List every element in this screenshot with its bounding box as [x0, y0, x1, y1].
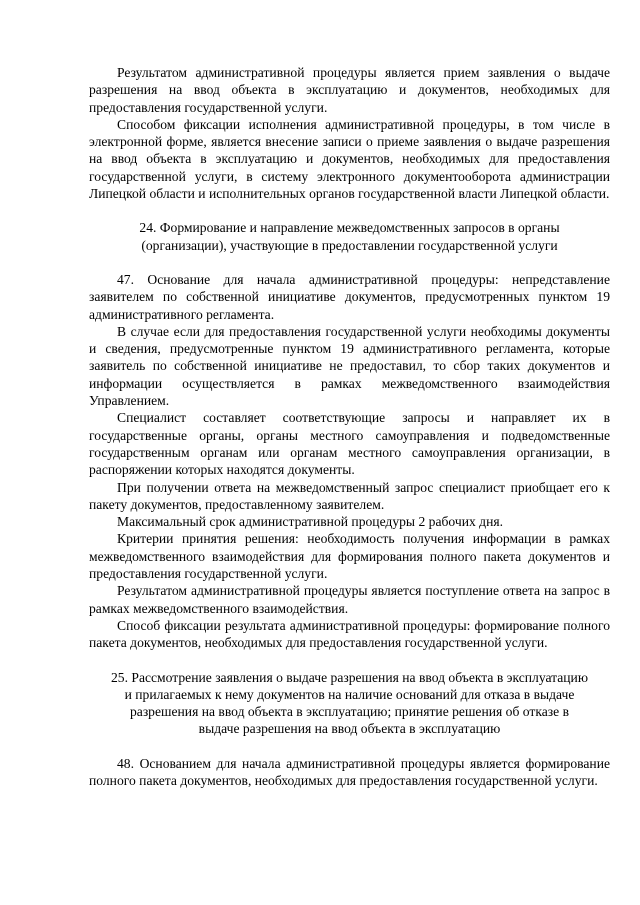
section-24-heading [89, 219, 610, 254]
paragraph-result-fixation: Способ фиксации результата административной процедуры: формирование полного пакета документов, необходимых для предоставления государственной услуги. [89, 617, 610, 651]
document-body [89, 64, 610, 789]
spacer [89, 738, 610, 755]
paragraph-specialist-requests: Специалист составляет соответствующие запросы и направляет их в государственные органы, органы местного самоуправления и подведомственные государственным органам или органам местного самоуправления организации, в распоряжении которых находятся документы. [89, 410, 610, 478]
paragraph-fixation-method: Способом фиксации исполнения административной процедуры, в том числе в электронной форме, является внесение записи о приеме заявления о выдаче разрешения на ввод объекта в эксплуатацию и документов, необходимых для предоставления государственной услуги, в систему электронного документооборота администрации Липецкой области и исполнительных органов государственной власти Липецкой области. [89, 116, 610, 202]
section-25-heading-line-4: выдаче разрешения на ввод объекта в эксплуатацию [198, 721, 501, 737]
section-24-heading-line-1: 24. Формирование и направление межведомственных запросов в органы [139, 220, 560, 236]
section-25-heading-line-2: и прилагаемых к нему документов на наличие оснований для отказа в выдаче [124, 686, 575, 702]
paragraph-max-duration: Максимальный срок административной процедуры 2 рабочих дня. [117, 514, 504, 530]
spacer [89, 652, 610, 669]
section-25-heading-line-3: разрешения на ввод объекта в эксплуатацию; принятие решения об отказе в [129, 704, 569, 720]
paragraph-interagency-collection: В случае если для предоставления государственной услуги необходимы документы и сведения, предусмотренные пунктом 19 административного регламента, которые заявитель по собственной инициативе не предоставил, то сбор таких документов и информации осуществляется в рамках межведомственного взаимодействия Управлением. [89, 323, 610, 409]
spacer [89, 202, 610, 219]
section-24-heading-line-2: (организации), участвующие в предоставлении государственной услуги [141, 237, 558, 253]
paragraph-48: 48. Основанием для начала административной процедуры является формирование полного пакета документов, необходимых для предоставления государственной услуги. [89, 755, 610, 788]
paragraph-result-reception: Результатом административной процедуры является прием заявления о выдаче разрешения на ввод объекта в эксплуатацию и документов, необходимых для предоставления государственной услуги. [89, 65, 610, 115]
paragraph-response-attached: При получении ответа на межведомственный запрос специалист приобщает его к пакету документов, предоставленному заявителем. [89, 479, 610, 512]
paragraph-47: 47. Основание для начала административной процедуры: непредставление заявителем по собственной инициативе документов, предусмотренных пунктом 19 административного регламента. [89, 271, 610, 322]
section-25-heading-line-1: 25. Рассмотрение заявления о выдаче разрешения на ввод объекта в эксплуатацию [111, 669, 588, 685]
spacer [89, 254, 610, 271]
section-25-heading [89, 669, 610, 738]
paragraph-procedure-result: Результатом административной процедуры является поступление ответа на запрос в рамках межведомственного взаимодействия. [89, 583, 610, 616]
paragraph-decision-criteria: Критерии принятия решения: необходимость получения информации в рамках межведомственного взаимодействия для формирования полного пакета документов и предоставления государственной услуги. [89, 531, 610, 582]
